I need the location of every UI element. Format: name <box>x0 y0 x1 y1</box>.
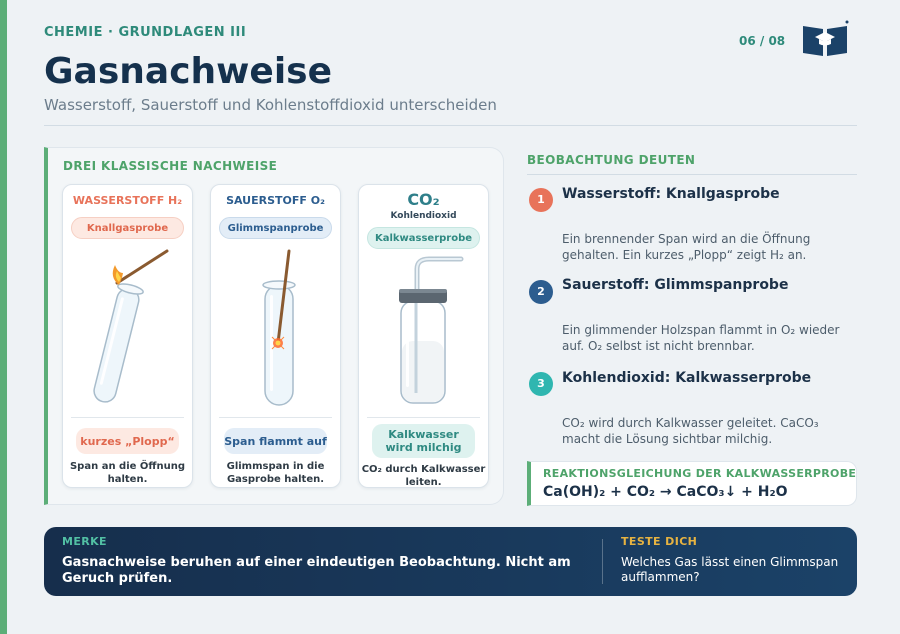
step-number-3: 3 <box>529 372 553 396</box>
page-title: Gasnachweise <box>44 51 333 92</box>
header-divider <box>44 125 857 126</box>
test-tube-glowing-splint-icon <box>223 247 330 411</box>
hydrogen-card-title: WASSERSTOFF H₂ <box>72 194 183 207</box>
hydrogen-result: kurzes „Plopp“ <box>76 428 179 454</box>
merke-text: Gasnachweise beruhen auf einer eindeutigen Beobachtung. Nicht am Geruch prüfen. <box>62 555 571 586</box>
observation-label: BEOBACHTUNG DEUTEN <box>527 153 696 167</box>
test-label: TESTE DICH <box>621 535 698 548</box>
observation-title-2: Sauerstoff: Glimmspanprobe <box>562 277 789 293</box>
oxygen-card-title: SAUERSTOFF O₂ <box>226 194 325 207</box>
equation-label: REAKTIONSGLEICHUNG DER KALKWASSERPROBE <box>543 467 857 480</box>
co2-note: CO₂ durch Kalkwasser leiten. <box>361 464 486 488</box>
oxygen-card <box>210 184 341 488</box>
step-number-1: 1 <box>529 188 553 212</box>
step-number-2: 2 <box>529 280 553 304</box>
experiments-label: DREI KLASSISCHE NACHWEISE <box>63 159 278 173</box>
co2-card-name: Kohlendioxid <box>390 211 457 221</box>
hydrogen-test-pill: Knallgasprobe <box>71 217 184 239</box>
page-subtitle: Wasserstoff, Sauerstoff und Kohlenstoffdioxid unterscheiden <box>44 96 497 114</box>
co2-test-pill: Kalkwasserprobe <box>367 227 480 249</box>
observation-divider <box>527 174 857 175</box>
test-question: Welches Gas lässt einen Glimmspan aufflammen? <box>621 555 839 584</box>
hydrogen-card <box>62 184 193 488</box>
footer-banner <box>44 527 857 596</box>
topic-label: CHEMIE · GRUNDLAGEN III <box>44 25 247 40</box>
hydrogen-note: Span an die Öffnung halten. <box>69 461 186 485</box>
observation-text-3: CO₂ wird durch Kalkwasser geleitet. CaCO₃ macht die Lösung sichtbar milchig. <box>562 416 819 446</box>
reaction-equation: Ca(OH)₂ + CO₂ → CaCO₃↓ + H₂O <box>543 484 788 500</box>
oxygen-test-pill: Glimmspanprobe <box>219 217 332 239</box>
co2-result: Kalkwasser wird milchig <box>372 424 475 458</box>
equation-box <box>527 461 857 506</box>
observation-text-2: Ein glimmender Holzspan flammt in O₂ wieder auf. O₂ selbst ist nicht brennbar. <box>562 323 840 353</box>
experiments-panel <box>44 147 504 505</box>
test-tube-burning-splint-icon <box>75 247 182 411</box>
page-counter: 06 / 08 <box>739 34 786 48</box>
merke-label: MERKE <box>62 535 107 548</box>
observation-title-1: Wasserstoff: Knallgasprobe <box>562 186 780 202</box>
book-graduation-cap-icon <box>801 20 849 58</box>
co2-card <box>358 184 489 488</box>
oxygen-result: Span flammt auf <box>224 428 327 454</box>
limewater-tube-icon <box>371 255 478 411</box>
oxygen-note: Glimmspan in die Gasprobe halten. <box>226 461 325 485</box>
observation-title-3: Kohlendioxid: Kalkwasserprobe <box>562 370 812 386</box>
accent-stripe <box>0 0 7 634</box>
co2-card-title: CO₂ <box>407 190 440 209</box>
observation-text-1: Ein brennender Span wird an die Öffnung gehalten. Ein kurzes „Plopp“ zeigt H₂ an. <box>562 232 811 262</box>
